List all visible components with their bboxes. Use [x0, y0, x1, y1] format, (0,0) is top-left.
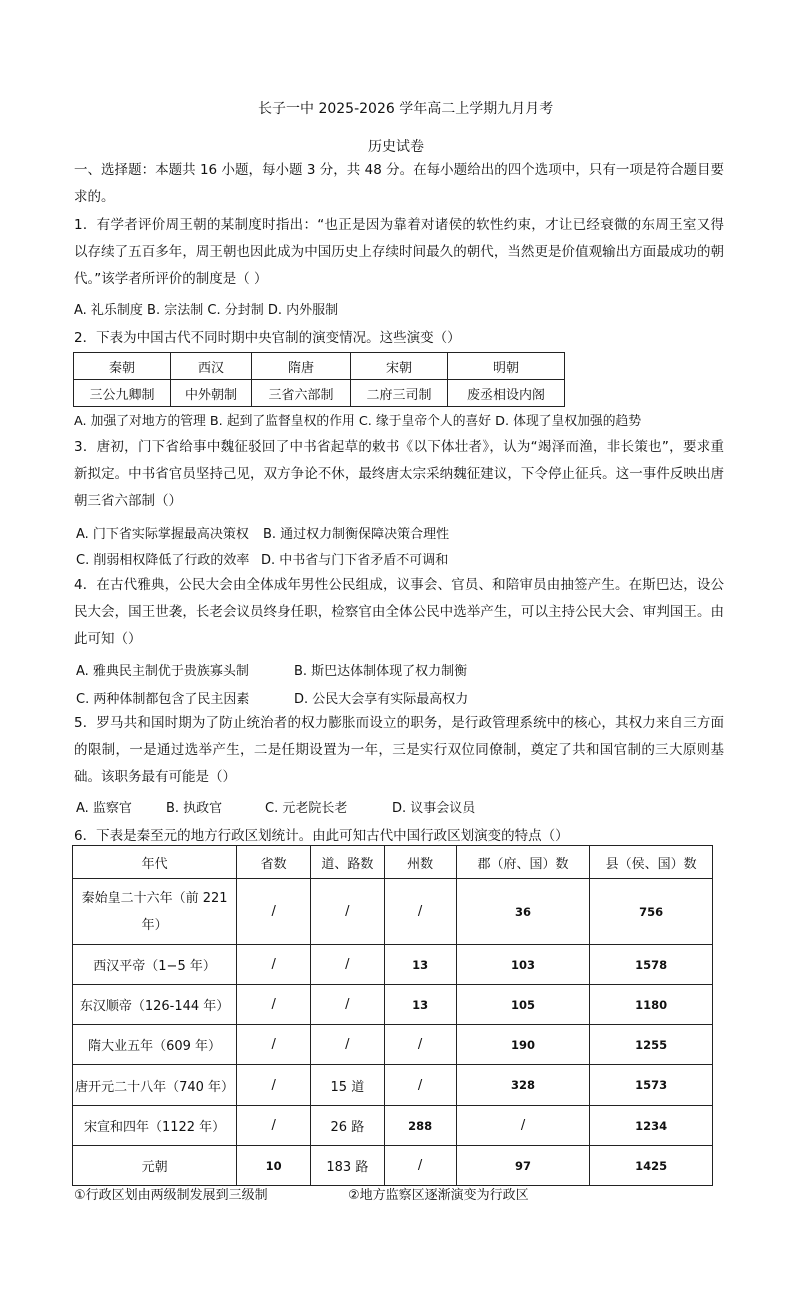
question-4-option-a: A. 雅典民主制优于贵族寡头制: [76, 664, 249, 679]
circuit-count-cell: 26 路: [311, 1106, 384, 1146]
table-row: [73, 1025, 713, 1065]
county-count-cell: 1234: [590, 1106, 713, 1146]
table-row: [73, 1106, 713, 1146]
commandery-count-cell: 328: [456, 1065, 590, 1106]
exam-title: 长子一中 2025-2026 学年高二上学期九月月考: [258, 101, 554, 117]
era-cell: 西汉平帝（1−5 年）: [73, 945, 237, 985]
circuit-count-cell: /: [311, 985, 384, 1025]
commandery-count-cell: 190: [456, 1025, 590, 1065]
prefecture-count-cell: 288: [384, 1106, 456, 1146]
question-3-option-c: C. 削弱相权降低了行政的效率: [76, 553, 250, 568]
table-cell: 三公九卿制: [74, 380, 171, 407]
commandery-count-cell: 103: [456, 945, 590, 985]
prefecture-count-cell: /: [384, 1025, 456, 1065]
central-official-system-table: [73, 352, 565, 407]
table-row: [73, 945, 713, 985]
table-row: [74, 380, 565, 407]
prefecture-count-cell: 13: [384, 945, 456, 985]
table-row: [73, 1065, 713, 1106]
question-2-stem: 2．下表为中国古代不同时期中央官制的演变情况。这些演变（）: [74, 330, 461, 346]
administrative-division-table: [72, 845, 713, 1186]
question-1-options: A. 礼乐制度 B. 宗法制 C. 分封制 D. 内外服制: [74, 303, 339, 318]
question-5-option-c: C. 元老院长老: [265, 801, 348, 816]
table-header-row: [73, 846, 713, 879]
province-count-cell: /: [237, 1106, 311, 1146]
era-cell: 宋宣和四年（1122 年）: [73, 1106, 237, 1146]
question-2-options: A. 加强了对地方的管理 B. 起到了监督皇权的作用 C. 缘于皇帝个人的喜好 D. 体现了皇权加强的趋势: [74, 414, 642, 429]
table-header-cell: 秦朝: [74, 353, 171, 380]
question-6-stem: 6．下表是秦至元的地方行政区划统计。由此可知古代中国行政区划演变的特点（）: [74, 828, 569, 844]
table-row: [74, 353, 565, 380]
question-3-stem: 3．唐初，门下省给事中魏征驳回了中书省起草的敕书《以下体壮者》，认为“竭泽而渔，非长策也”，要求重新拟定。中书省官员坚持己见，双方争论不休，最终唐太宗采纳魏征建议，下令停止征兵。这一事件反映出唐朝三省六部制（）: [74, 439, 724, 509]
table-header-cell: 年代: [73, 846, 237, 879]
question-5-option-d: D. 议事会议员: [392, 801, 476, 816]
table-row: [73, 985, 713, 1025]
county-count-cell: 1180: [590, 985, 713, 1025]
province-count-cell: /: [237, 945, 311, 985]
question-5-option-b: B. 执政官: [166, 801, 223, 816]
county-count-cell: 756: [590, 879, 713, 945]
county-count-cell: 1425: [590, 1146, 713, 1186]
table-header-cell: 县（侯、国）数: [590, 846, 713, 879]
county-count-cell: 1255: [590, 1025, 713, 1065]
prefecture-count-cell: 13: [384, 985, 456, 1025]
table-header-cell: 郡（府、国）数: [456, 846, 590, 879]
era-cell: 东汉顺帝（126-144 年）: [73, 985, 237, 1025]
section-instructions: 一、选择题：本题共 16 小题，每小题 3 分，共 48 分。在每小题给出的四个选项中，只有一项是符合题目要求的。: [74, 162, 724, 205]
question-1-stem: 1．有学者评价周王朝的某制度时指出：“也正是因为靠着对诸侯的软性约束，才让已经衰微的东周王室又得以存续了五百多年，周王朝也因此成为中国历史上存续时间最久的朝代，当然更是价值观输出方面最成功的朝代。”该学者所评价的制度是（ ）: [74, 217, 724, 287]
era-cell: 唐开元二十八年（740 年）: [73, 1065, 237, 1106]
prefecture-count-cell: /: [384, 879, 456, 945]
era-cell: 隋大业五年（609 年）: [73, 1025, 237, 1065]
province-count-cell: /: [237, 1065, 311, 1106]
table-row: [73, 1146, 713, 1186]
question-3-option-a: A. 门下省实际掌握最高决策权: [76, 527, 249, 542]
table-header-cell: 明朝: [448, 353, 565, 380]
county-count-cell: 1573: [590, 1065, 713, 1106]
table-header-cell: 隋唐: [252, 353, 351, 380]
question-4-stem: 4．在古代雅典，公民大会由全体成年男性公民组成，议事会、官员、和陪审员由抽签产生。在斯巴达，设公民大会，国王世袭，长老会议员终身任职，检察官由全体公民中选举产生，可以主持公民大会、审判国王。由此可知（）: [74, 577, 724, 647]
commandery-count-cell: 105: [456, 985, 590, 1025]
question-4-option-c: C. 两种体制都包含了民主因素: [76, 692, 250, 707]
question-6-note-1: ①行政区划由两级制发展到三级制: [74, 1188, 268, 1203]
subject-title: 历史试卷: [368, 139, 424, 155]
commandery-count-cell: 97: [456, 1146, 590, 1186]
commandery-count-cell: 36: [456, 879, 590, 945]
prefecture-count-cell: /: [384, 1065, 456, 1106]
province-count-cell: /: [237, 1025, 311, 1065]
province-count-cell: /: [237, 985, 311, 1025]
question-3-option-d: D. 中书省与门下省矛盾不可调和: [261, 553, 449, 568]
table-row: [73, 879, 713, 945]
province-count-cell: /: [237, 879, 311, 945]
question-4-option-d: D. 公民大会享有实际最高权力: [294, 692, 469, 707]
circuit-count-cell: 183 路: [311, 1146, 384, 1186]
county-count-cell: 1578: [590, 945, 713, 985]
question-3-option-b: B. 通过权力制衡保障决策合理性: [263, 527, 450, 542]
prefecture-count-cell: /: [384, 1146, 456, 1186]
table-header-cell: 道、路数: [311, 846, 384, 879]
table-cell: 三省六部制: [252, 380, 351, 407]
table-header-cell: 西汉: [171, 353, 252, 380]
table-header-cell: 宋朝: [351, 353, 448, 380]
circuit-count-cell: /: [311, 945, 384, 985]
question-6-note-2: ②地方监察区逐渐演变为行政区: [348, 1188, 529, 1203]
question-4-option-b: B. 斯巴达体制体现了权力制衡: [294, 664, 468, 679]
era-cell: 秦始皇二十六年（前 221 年）: [73, 879, 237, 945]
circuit-count-cell: /: [311, 879, 384, 945]
era-cell: 元朝: [73, 1146, 237, 1186]
commandery-count-cell: /: [456, 1106, 590, 1146]
circuit-count-cell: /: [311, 1025, 384, 1065]
table-cell: 二府三司制: [351, 380, 448, 407]
circuit-count-cell: 15 道: [311, 1065, 384, 1106]
table-header-cell: 省数: [237, 846, 311, 879]
question-5-stem: 5．罗马共和国时期为了防止统治者的权力膨胀而设立的职务，是行政管理系统中的核心，其权力来自三方面的限制，一是通过选举产生，二是任期设置为一年，三是实行双位同僚制，奠定了共和国官制的三大原则基础。该职务最有可能是（）: [74, 715, 724, 785]
table-cell: 废丞相设内阁: [448, 380, 565, 407]
table-cell: 中外朝制: [171, 380, 252, 407]
question-5-option-a: A. 监察官: [76, 801, 132, 816]
table-header-cell: 州数: [384, 846, 456, 879]
province-count-cell: 10: [237, 1146, 311, 1186]
